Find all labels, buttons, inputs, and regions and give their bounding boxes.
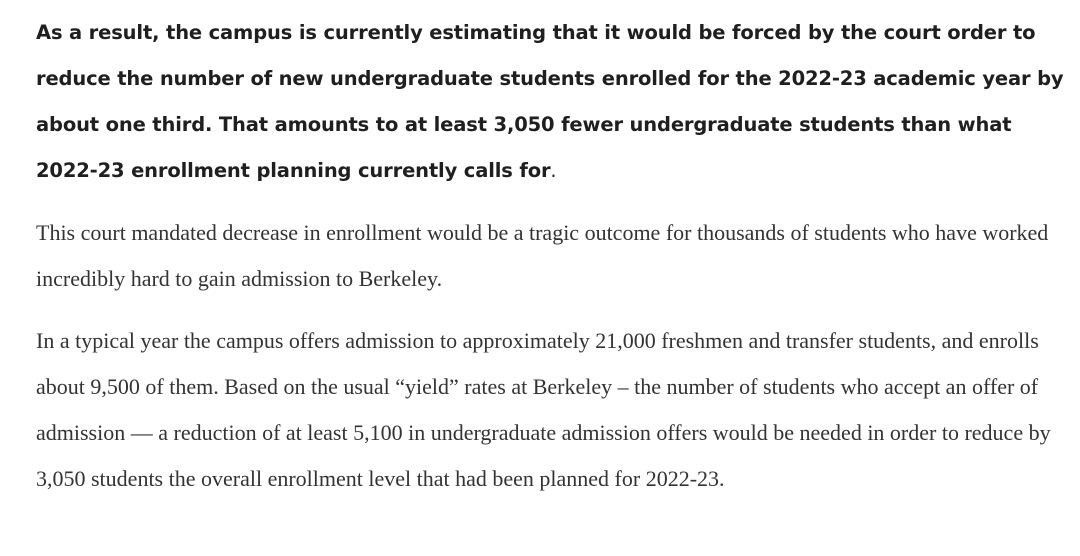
lead-bold-text: As a result, the campus is currently estimating that it would be forced by the court order to reduce the number of new undergraduate students enrolled for the 2022-23 academic year by about one third. That amounts to at least 3,050 fewer undergraduate students than what 2022-23 enrollment planning currently calls for — [36, 21, 1064, 182]
enrollment-impact-paragraph: This court mandated decrease in enrollment would be a tragic outcome for thousands of students who have worked incredibly hard to gain admission to Berkeley. — [36, 220, 1049, 291]
article-body — [36, 10, 1072, 502]
lead-paragraph — [36, 10, 1072, 194]
admission-yield-paragraph: In a typical year the campus offers admission to approximately 21,000 freshmen and transfer students, and enrolls about 9,500 of them. Based on the usual “yield” rates at Berkeley – the number of students who accept an offer of admission — a reduction of at least 5,100 in undergraduate admission offers would be needed in order to reduce by 3,050 students the overall enrollment level that had been planned for 2022-23. — [36, 328, 1051, 491]
lead-period: . — [550, 159, 557, 182]
